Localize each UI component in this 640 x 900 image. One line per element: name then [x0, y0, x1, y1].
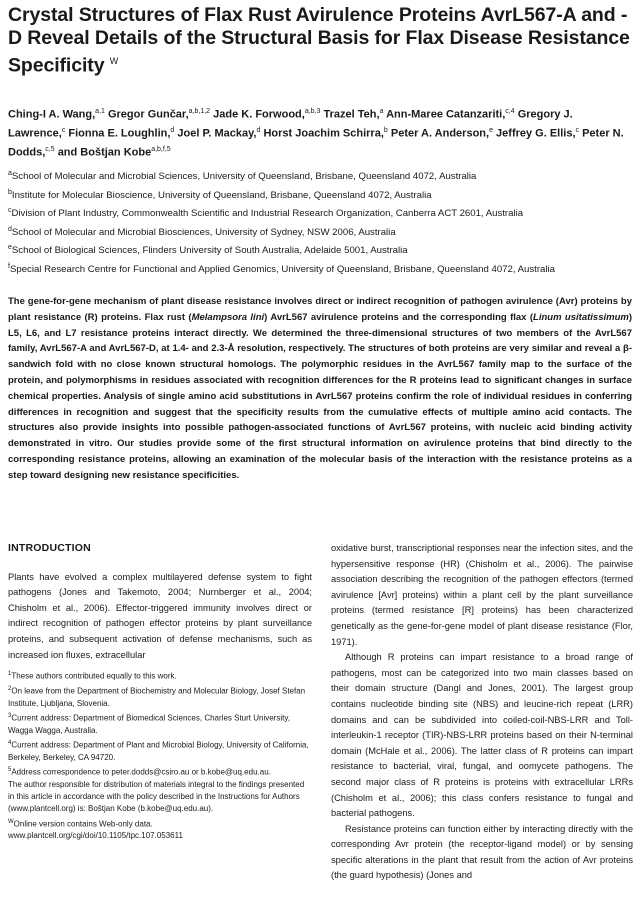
- footnote-text: The author responsible for distribution of materials integral to the findings presented in this article in accordance with the policy described in the Instructions for Authors (www.plantcell.org) is: Boštjan Kobe (b.kobe@uq.edu.au).: [8, 779, 305, 814]
- right-column: [331, 541, 633, 884]
- footnote-text: On leave from the Department of Biochemistry and Molecular Biology, Josef Stefan Institute, Ljubljana, Slovenia.: [8, 686, 306, 708]
- left-column: [8, 541, 312, 663]
- author-name: Peter N. Dodds,: [8, 127, 624, 159]
- article-title: [8, 4, 632, 78]
- author-affiliation-mark: a,b,3: [304, 108, 321, 115]
- author-affiliation-mark: a,b,f,5: [151, 146, 171, 154]
- author-name: Gregory J. Lawrence,: [8, 108, 573, 140]
- affiliation-text: School of Biological Sciences, Flinders University of South Australia, Adelaide 5001, Australia: [11, 245, 408, 257]
- affiliation-list: [8, 166, 632, 278]
- section-heading: INTRODUCTION: [8, 542, 91, 554]
- abstract-text: ) AvrL567 avirulence proteins and the corresponding flax (: [264, 311, 534, 323]
- footnote-text: Address correspondence to peter.dodds@csiro.au or b.kobe@uq.edu.au.: [11, 767, 271, 777]
- footnote-text: Current address: Department of Biomedical Sciences, Charles Sturt University, Wagga Wagga, Australia.: [8, 713, 290, 735]
- author-list: [8, 104, 632, 161]
- footnote-text: These authors contributed equally to this work.: [11, 671, 177, 681]
- author-name: Horst Joachim Schirra,: [263, 127, 384, 140]
- affiliation-mark: b: [8, 188, 12, 196]
- affiliation-mark: e: [8, 244, 12, 252]
- author-affiliation-mark: e: [489, 127, 493, 135]
- affiliation-text: Special Research Centre for Functional and Applied Genomics, University of Queensland, Brisbane, Queensland 4072, Australia: [9, 264, 555, 276]
- affiliation-text: Institute for Molecular Bioscience, University of Queensland, Brisbane, Queensland 4072, Australia: [11, 189, 432, 201]
- author-name: and Boštjan Kobe: [57, 146, 152, 159]
- author-name: Jeffrey G. Ellis,: [496, 127, 576, 140]
- author-affiliation-mark: c,5: [45, 146, 55, 154]
- footnote: [8, 779, 312, 816]
- footnote: [8, 830, 312, 842]
- affiliation-mark: a: [8, 170, 12, 177]
- web-only-mark: W: [109, 56, 119, 66]
- author-name: Jade K. Forwood,: [213, 108, 305, 121]
- author-affiliation-mark: c: [61, 127, 66, 135]
- footnote-text: Online version contains Web-only data.: [13, 819, 153, 829]
- footnote-mark: 3: [8, 712, 12, 719]
- author-name: Peter A. Anderson,: [390, 127, 490, 140]
- affiliation-item: [8, 259, 632, 278]
- footnote: [8, 764, 312, 779]
- author-name: Fionna E. Loughlin,: [68, 127, 171, 140]
- affiliation-text: School of Molecular and Microbial Sciences, University of Queensland, Brisbane, Queensland 4072, Australia: [11, 171, 477, 183]
- species-name: Melampsora lini: [191, 311, 265, 323]
- footnote-text: www.plantcell.org/cgi/doi/10.1105/tpc.107.053611: [8, 831, 183, 841]
- affiliation-item: [8, 185, 632, 204]
- affiliation-item: [8, 240, 632, 259]
- author-name: Trazel Teh,: [323, 108, 380, 121]
- author-affiliation-mark: c,4: [505, 108, 515, 115]
- abstract-text: The gene-for-gene mechanism of plant disease resistance involves direct or indirect recognition of pathogen avirulence (Avr) proteins by plant resistance (R) proteins. Flax rust (: [8, 296, 632, 323]
- footnote: [8, 816, 312, 831]
- author-affiliation-mark: a,b,1,2: [188, 108, 211, 115]
- affiliation-item: [8, 166, 632, 185]
- footnote: [8, 683, 312, 710]
- body-paragraph: Plants have evolved a complex multilayered defense system to fight pathogens (Jones and Takemoto, 2004; Nurnberger et al., 2004; Chisholm et al., 2006). Effector-triggered immunity involves direct or indirect recognition of pathogen effector proteins by plant surveillance proteins, and subsequent activation of defense mechanisms, such as increased ion fluxes, extracellular: [8, 571, 312, 660]
- title-text: Crystal Structures of Flax Rust Avirulence Proteins AvrL567-A and -D Reveal Details of the Structural Basis for Flax Disease Resistance Specificity: [8, 4, 630, 77]
- author-affiliation-mark: b: [383, 127, 388, 135]
- author-affiliation-mark: a,1: [95, 108, 105, 115]
- author-affiliation-mark: a: [379, 108, 384, 115]
- affiliation-mark: f: [8, 262, 10, 270]
- body-paragraph: oxidative burst, transcriptional responses near the infection sites, and the hypersensitive response (HR) (Chisholm et al., 2006). The pairwise association describing the recognition of the pathogen effectors (termed avirulence [Avr] proteins) within a plant cell by the plant surveillance proteins (termed resistance [R] proteins) has been characterized genetically as the gene-for-gene model of plant disease resistance (Flor, 1971).: [331, 543, 633, 647]
- author-name: Joel P. Mackay,: [177, 127, 257, 140]
- abstract-text: ) L5, L6, and L7 resistance proteins interact directly. We determined the three-dimensional structures of two members of the AvrL567 family, AvrL567-A and AvrL567-D, at 1.4- and 2.3-Å resolution, respectively. The structures of both proteins are very similar and reveal a β-sandwich fold with no close known structural homologs. The polymorphic residues in the AvrL567 family map to the surface of the protein, and polymorphisms in residues associated with recognition differences for the R proteins lead to significant changes in surface chemical properties. Analysis of single amino acid substitutions in AvrL567 proteins confirm the role of individual residues in conferring differences in recognition and suggest that the specificity results from the cumulative effects of multiple amino acid contacts. The structures also provide insights into possible pathogen-associated functions of AvrL567 proteins, with nucleic acid binding activity demonstrated in vitro. Our studies provide some of the first structural information on avirulence proteins that bind directly to the corresponding resistance proteins, allowing an examination of the molecular basis of the interaction with the resistance proteins as a step toward designing new resistance specificities.: [8, 311, 632, 481]
- affiliation-text: Division of Plant Industry, Commonwealth Scientific and Industrial Research Organization, Canberra ACT 2601, Australia: [11, 208, 524, 220]
- author-name: Gregor Gunčar,: [107, 108, 189, 121]
- footnote: [8, 737, 312, 764]
- body-paragraph: Resistance proteins can function either by interacting directly with the corresponding Avr protein (the receptor-ligand model) or by sensing specific alterations in the plant that result from the action of Avr proteins (the guard hypothesis) (Jones and: [331, 823, 633, 881]
- affiliation-mark: c: [8, 207, 12, 215]
- affiliation-text: School of Molecular and Microbial Biosciences, University of Sydney, NSW 2006, Australia: [11, 226, 396, 238]
- footnote-mark: 1: [8, 671, 12, 677]
- body-paragraph: Although R proteins can impart resistance to a broad range of pathogens, most can be categorized into two main classes based on their domain structure (Dangl and Jones, 2001). The largest group contains nucleotide binding site (NBS) and leucine-rich repeat (LRR) domains and can be subdivided into coiled-coil-NBS-LRR and Toll-interleukin-1 receptor (TIR)-NBS-LRR proteins based on their N-terminal domain (McHale et al., 2006). The latter class of R proteins can impart resistance to bacterial, viral, fungal, and oomycete pathogens. The second major class of R proteins is proteins with extracellular LRRs (Chisholm et al., 2006); this class confers resistance to fungal and bacterial pathogens.: [331, 652, 633, 819]
- footnote-mark: 2: [8, 685, 12, 692]
- footnote: [8, 668, 312, 683]
- author-affiliation-mark: c: [575, 127, 580, 135]
- affiliation-item: [8, 222, 632, 241]
- footnote-text: Current address: Department of Plant and Microbial Biology, University of California, Berkeley, Berkeley, CA 94720.: [8, 740, 309, 762]
- abstract: [8, 294, 632, 484]
- footnote-mark: 5: [8, 767, 12, 774]
- affiliation-item: [8, 203, 632, 222]
- affiliation-mark: d: [8, 225, 12, 233]
- footnote: [8, 710, 312, 737]
- footnote-mark: 4: [8, 739, 12, 746]
- author-name: Ann-Maree Catanzariti,: [386, 108, 506, 121]
- species-name: Linum usitatissimum: [533, 311, 629, 323]
- author-name: Ching-I A. Wang,: [8, 108, 96, 121]
- footnote-mark: W: [8, 818, 14, 825]
- author-affiliation-mark: d: [170, 127, 175, 135]
- author-affiliation-mark: d: [256, 127, 261, 135]
- footnotes: [8, 668, 312, 843]
